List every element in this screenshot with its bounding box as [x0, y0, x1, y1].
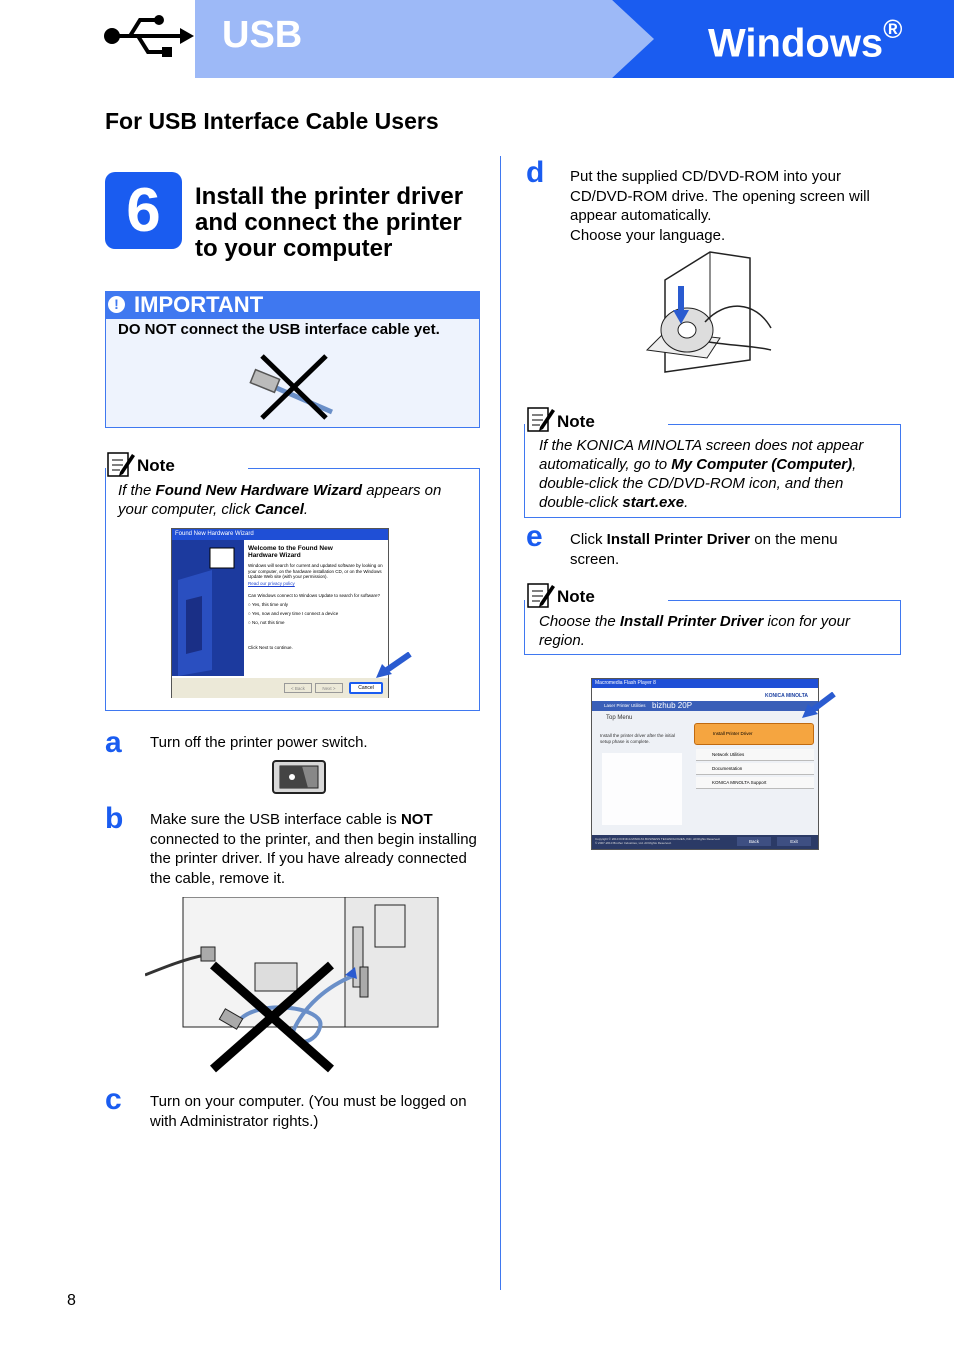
back-button[interactable]: < Back — [284, 683, 312, 693]
next-button[interactable]: Next > — [315, 683, 343, 693]
pointer-arrow-icon — [800, 692, 836, 725]
brand-logo: KONICA MINOLTA — [765, 693, 808, 699]
top-menu-label: Top Menu — [606, 715, 633, 721]
step-c-letter: c — [105, 1083, 122, 1116]
step-e-text: Click Install Printer Driver on the menu screen. — [570, 531, 838, 568]
menu-description: Install the printer driver after the initial setup phase is complete. — [600, 733, 676, 744]
step-a-text: Turn off the printer power switch. — [150, 734, 368, 751]
step-number-badge: 6 — [105, 172, 182, 249]
network-utilities-button[interactable]: Network Utilities — [696, 749, 814, 761]
wizard-continue: Click Next to continue. — [248, 645, 293, 650]
menu-back-button[interactable]: Back — [737, 837, 771, 846]
menu-exit-button[interactable]: Exit — [777, 837, 811, 846]
step-b-text: Make sure the USB interface cable is NOT connected to the printer, and then begin installing the printer driver. If you have already connected the cable, remove it. — [150, 811, 477, 887]
wizard-button-bar — [172, 678, 388, 698]
crossed-usb-cable-icon — [248, 352, 338, 427]
note-text: Choose the Install Printer Driver icon for your region. — [539, 613, 850, 649]
step-b-letter: b — [105, 802, 124, 835]
menu-footer: Copyright © 2010 KONICA MINOLTA BUSINESS TECHNOLOGIES, INC. All Rights Reserved. © 2007-2010 Brother Industries, Ltd. All Rights Reserved. Back Exit — [592, 835, 818, 849]
radio-option-1[interactable]: ○ Yes, this time only — [248, 602, 288, 607]
install-printer-driver-button[interactable]: Install Printer Driver — [694, 723, 814, 745]
printer-back-crossed-cable-image — [145, 897, 440, 1080]
radio-option-2[interactable]: ○ Yes, now and every time I connect a device — [248, 611, 339, 616]
note-text: If the Found New Hardware Wizard appears on your computer, click Cancel. — [118, 482, 442, 518]
product-label: bizhub 20P — [652, 701, 693, 710]
important-label: IMPORTANT — [134, 292, 264, 317]
privacy-link[interactable]: Read our privacy policy — [248, 580, 295, 586]
note-label: Note — [137, 456, 175, 475]
radio-option-3[interactable]: ○ No, not this time — [248, 620, 285, 625]
wizard-question: Can Windows connect to Windows Update to search for software? — [248, 592, 381, 598]
step-c-text: Turn on your computer. (You must be logged on with Administrator rights.) — [150, 1093, 467, 1130]
pointer-arrow-icon — [374, 652, 412, 685]
exclamation-icon: ! — [108, 296, 125, 313]
wizard-body: Windows will search for current and updated software by looking on your computer, on the hardware installation CD, or on the Windows Update Web site (with your permission). — [248, 563, 383, 579]
documentation-button[interactable]: Documentation — [696, 763, 814, 775]
menu-titlebar: Macromedia Flash Player 8 — [592, 679, 818, 688]
page-number: 8 — [67, 1292, 76, 1309]
printer-illustration — [602, 753, 682, 825]
step-d-text: Put the supplied CD/DVD-ROM into your CD/DVD-ROM drive. The opening screen will appear automatically. Choose your language. — [570, 168, 870, 244]
note-label: Note — [557, 587, 595, 606]
step-e-letter: e — [526, 520, 543, 553]
section-title: For USB Interface Cable Users — [105, 108, 439, 134]
wizard-screenshot — [171, 528, 389, 698]
product-small-label: Laser Printer Utilities — [604, 703, 646, 708]
power-switch-icon — [272, 760, 326, 799]
support-button[interactable]: KONICA MINOLTA Support — [696, 777, 814, 789]
usb-symbol-icon — [100, 14, 196, 63]
column-divider — [500, 156, 501, 1290]
header-windows-label: Windows® — [708, 14, 903, 66]
step-title: Install the printer driver and connect the printer to your computer — [195, 183, 464, 262]
note-text: If the KONICA MINOLTA screen does not appear automatically, go to My Computer (Computer), double-click the CD/DVD-ROM icon, and then double-click start.exe. — [539, 437, 864, 511]
wizard-titlebar: Found New Hardware Wizard — [172, 529, 388, 540]
step-a-letter: a — [105, 726, 122, 759]
cd-insert-image — [645, 250, 775, 380]
cancel-button[interactable]: Cancel — [349, 682, 383, 694]
step-d-letter: d — [526, 156, 545, 189]
menu-screenshot — [591, 678, 819, 850]
note-label: Note — [557, 412, 595, 431]
header-usb-label: USB — [222, 14, 303, 56]
important-text: DO NOT connect the USB interface cable yet. — [118, 321, 440, 338]
wizard-heading: Welcome to the Found New Hardware Wizard — [248, 545, 333, 559]
registered-mark: ® — [883, 14, 903, 44]
wizard-side-panel — [172, 540, 244, 676]
